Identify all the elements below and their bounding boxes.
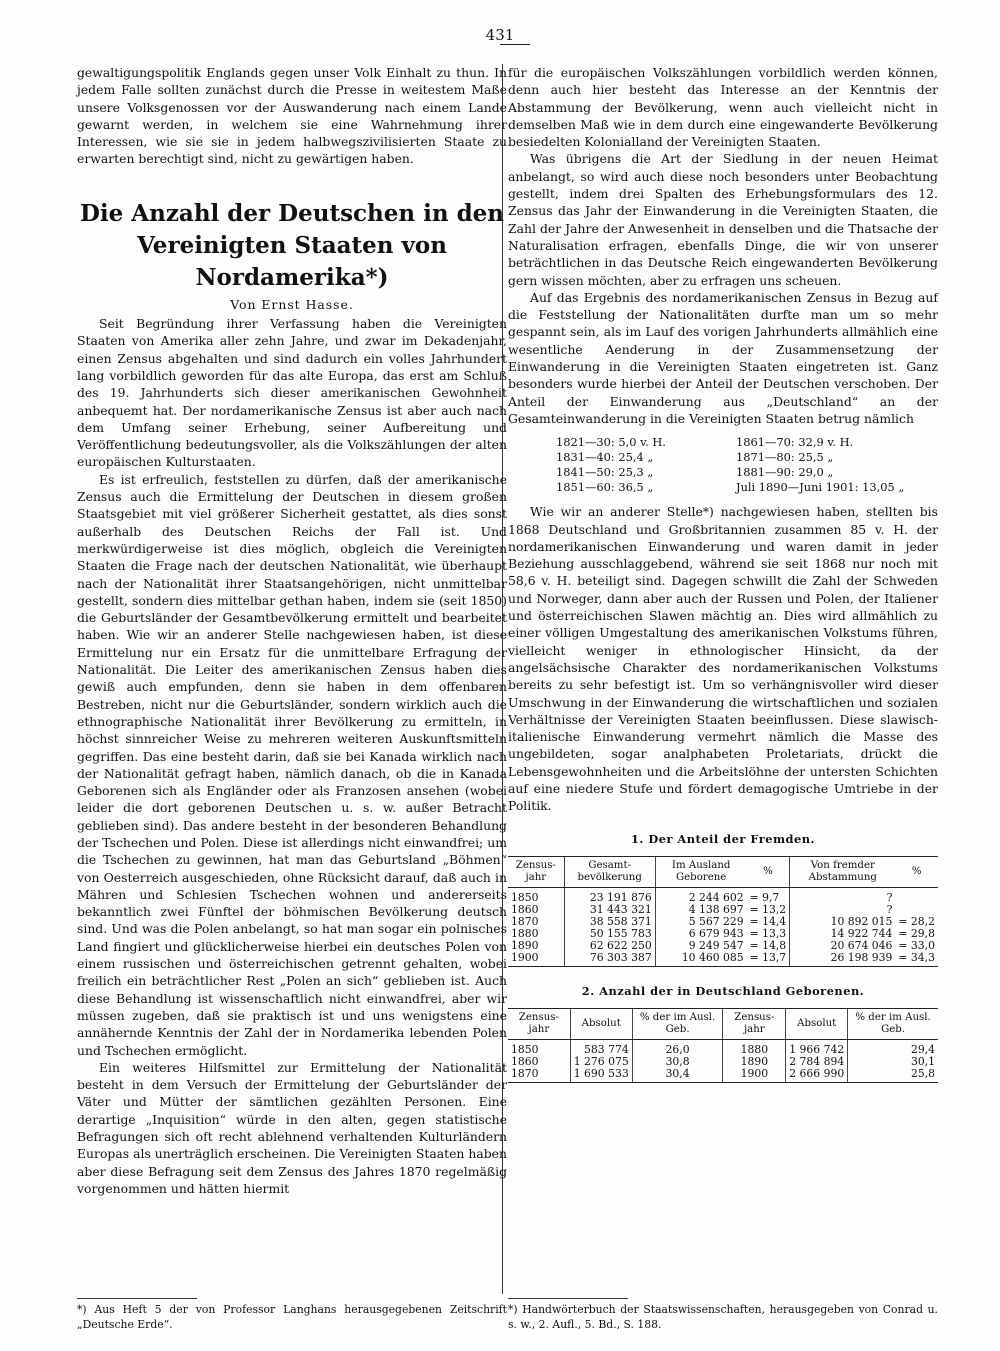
- table-cell: 1 690 533: [570, 1068, 632, 1083]
- table-cell: 29,4: [848, 1040, 938, 1057]
- table-cell: 4 138 697: [655, 904, 746, 916]
- footnote-left: *) Aus Heft 5 der von Professor Langhans herausgegebenen Zeitschrift „Deutsche Erde“.: [77, 1303, 507, 1331]
- footnote-right: *) Handwörterbuch der Staatswissenschaften, herausgegeben von Conrad u. s. w., 2. Aufl., 5. Bd., S. 188.: [508, 1303, 938, 1331]
- table-cell: 1880: [511, 926, 539, 940]
- share-entry: 1871—80: 25,5 „: [736, 450, 834, 465]
- body-paragraph: Wie wir an anderer Stelle*) nachgewiesen haben, stellten bis 1868 Deutschland und Großbritannien zusammen 85 v. H. der nordamerikanischen Einwanderung und waren damit in jeder Beziehung ausschlaggebend, während sie seit 1868 nur noch mit 58,6 v. H. beteiligt sind. Dagegen schwillt die Zahl der Schweden und Norweger, dann aber auch der Russen und Polen, der Italiener und österreichischen Slawen mächtig an. Dies wird allmählich zu einer völligen Umgestaltung des amerikanischen Volkstums führen, vielleicht weniger in ethnologischer Hinsicht, da der angelsächsische Charakter des nordamerikanischen Volkstums bereits zu sehr befestigt ist. Um so verhängnisvoller wird dieser Umschwung in der Einwanderung die wirtschaftlichen und sozialen Verhältnisse der Vereinigten Staaten beeinflussen. Diese slawisch-italienische Einwanderung vermehrt nämlich die Masse des ungebildeten, sogar analphabeten Proletariats, drückt die Lebensgewohnheiten und die Arbeitslöhne der untersten Schichten auf eine niedere Stufe und fördert demagogische Umtriebe in der Politik.: [508, 504, 938, 814]
- table-header: Gesamt-bevölkerung: [564, 856, 655, 887]
- body-paragraph: für die europäischen Volkszählungen vorbildlich werden können, denn auch hier besteht das Interesse an der Kenntnis der Abstammung der Bevölkerung, wenn auch vielleicht nicht in demselben Maß wie in dem durch eine eingewanderte Bevölkerung besiedelten Kolonialland der Vereinigten Staaten.: [508, 65, 938, 150]
- table-cell: 1860: [511, 902, 539, 916]
- body-paragraph: Auf das Ergebnis des nordamerikanischen Zensus in Bezug auf die Feststellung der Nationalitäten durfte man um so mehr gespannt sein, als im Lauf des vorigen Jahrhunderts allmählich eine wesentliche Aenderung in der Zusammensetzung der Einwanderung in die Vereinigten Staaten eingetreten ist. Ganz besonders wurde hierbei der Anteil der Deutschen verschoben. Der Anteil der Einwanderung aus „Deutschland“ an der Gesamteinwanderung in die Vereinigten Staaten betrug nämlich: [508, 289, 938, 426]
- table-cell: 76 303 387: [564, 952, 655, 967]
- table-header: Zensus-jahr: [723, 1009, 786, 1040]
- table-cell: 1890: [723, 1056, 786, 1068]
- table-cell: = 28,2: [898, 914, 935, 928]
- body-paragraph: Seit Begründung ihrer Verfassung haben die Vereinigten Staaten von Amerika aller zehn Jahre, und zwar im Dekadenjahr, einen Zensus abgehalten und sind dadurch ein volles Jahrhundert lang vorbildlich geworden für das alte Europa, das erst am Schluß des 19. Jahrhunderts sich dieser amerikanischen Gewohnheit anbequemt hat. Der nordamerikanische Zensus ist aber auch nach dem Umfang seiner Erhebung, seiner Aufbereitung und Veröffentlichung bedeutungsvoller, als die Volkszählungen der alten europäischen Kulturstaaten.: [77, 316, 507, 470]
- table-cell: = 14,8: [749, 938, 787, 952]
- immigration-share-row: [556, 435, 916, 450]
- table-cell: 1850: [511, 1043, 539, 1057]
- table-cell: 62 622 250: [564, 940, 655, 952]
- article-title: Die Anzahl der Deutschen in den Vereinigten Staaten von Nordamerika*): [79, 199, 505, 291]
- table-cell: 25,8: [848, 1068, 938, 1083]
- table-cell: [895, 887, 938, 904]
- table-header: %: [895, 856, 938, 887]
- table-cell: 1900: [508, 952, 564, 967]
- share-entry: 1831—40: 25,4 „: [556, 450, 654, 465]
- table-cell: 1900: [723, 1068, 786, 1083]
- table-cell: 14 922 744: [790, 928, 896, 940]
- footnote-rule-left: [77, 1298, 197, 1299]
- table-header: % der im Ausl. Geb.: [632, 1009, 723, 1040]
- table-cell: = 13,2: [749, 902, 787, 916]
- table-cell: = 13,7: [747, 952, 790, 967]
- table-cell: = 29,8: [898, 926, 935, 940]
- table-cell: 2 784 894: [786, 1056, 848, 1068]
- table-header-row: [508, 856, 938, 887]
- table-cell: 2 244 602: [655, 887, 746, 904]
- right-column: [508, 64, 938, 1083]
- table-cell: 1870: [511, 914, 539, 928]
- table-cell: 9 249 547: [655, 940, 746, 952]
- table-cell: 10 892 015: [790, 916, 896, 928]
- share-entry: 1851—60: 36,5 „: [556, 480, 654, 495]
- table-cell: = 33,0: [898, 938, 935, 952]
- table-cell: 10 460 085: [655, 952, 746, 967]
- table-cell: = 13,3: [749, 926, 787, 940]
- page-number: 431: [485, 26, 515, 44]
- table-cell: 31 443 321: [564, 904, 655, 916]
- table-cell: 30,1: [848, 1056, 938, 1068]
- immigration-share-row: [556, 480, 916, 495]
- table-cell: 6 679 943: [655, 928, 746, 940]
- table2-caption: 2. Anzahl der in Deutschland Geborenen.: [581, 983, 865, 998]
- table-cell: 1860: [511, 1055, 539, 1069]
- table-header: Im Ausland Geborene: [655, 856, 746, 887]
- table-cell: 1880: [723, 1040, 786, 1057]
- table-header: Zensus-jahr: [508, 1009, 570, 1040]
- table-cell: 26 198 939: [790, 952, 896, 967]
- table-cell: = 9,7: [749, 890, 780, 904]
- share-entry: Juli 1890—Juni 1901: 13,05 „: [736, 480, 905, 495]
- share-entry: 1841—50: 25,3 „: [556, 465, 654, 480]
- table-header: Absolut: [786, 1009, 848, 1040]
- table-cell: ?: [790, 887, 896, 904]
- table-row: [508, 1056, 938, 1068]
- table-cell: 1 966 742: [786, 1040, 848, 1057]
- table-header: Absolut: [570, 1009, 632, 1040]
- table-header: %: [747, 856, 790, 887]
- table-row: [508, 1068, 938, 1083]
- table-cell: 583 774: [570, 1040, 632, 1057]
- table-cell: 30,8: [632, 1056, 723, 1068]
- intro-paragraph: gewaltigungspolitik Englands gegen unser Volk Einhalt zu thun. In jedem Falle sollten zunächst durch die Presse in weitestem Maße unsere Volksgenossen vor der Auswanderung nach einem Lande gewarnt werden, in welchem sie eine Wahrnehmung ihrer Interessen, wie sie sie in jedem halbwegszivilisierten Staate zu erwarten berechtigt sind, nicht zu gewärtigen haben.: [77, 65, 507, 167]
- left-column: [77, 64, 507, 1197]
- table-cell: 26,0: [632, 1040, 723, 1057]
- table-cell: 23 191 876: [564, 887, 655, 904]
- table-header: % der im Ausl. Geb.: [848, 1009, 938, 1040]
- table-row: [508, 1040, 938, 1057]
- footnote-rule-right: [508, 1298, 628, 1299]
- table-cell: 1890: [511, 938, 539, 952]
- table-cell: = 34,3: [895, 952, 938, 967]
- article-byline: Von Ernst Hasse.: [230, 296, 354, 312]
- table1-caption: 1. Der Anteil der Fremden.: [630, 831, 816, 846]
- table-cell: 5 567 229: [655, 916, 746, 928]
- table-cell: 1 276 075: [570, 1056, 632, 1068]
- table-cell: 1850: [511, 890, 539, 904]
- table-cell: 20 674 046: [790, 940, 896, 952]
- table-row: [508, 952, 938, 967]
- body-paragraph: Es ist erfreulich, feststellen zu dürfen, daß der amerikanische Zensus auch die Ermittelung der Deutschen in diesem großen Staatsgebiet mit viel größerer Sicherheit gestattet, als dies sonst außerhalb des Deutschen Reichs der Fall ist. Und merkwürdigerweise ist dies möglich, obgleich die Vereinigten Staaten die Frage nach der deutschen Nationalität, wie überhaupt nach der Nationalität ihrer Staatsangehörigen, nicht unmittelbar gestellt, sondern dies mittelbar gethan haben, indem sie (seit 1850) die Geburtsländer der Gesamtbevölkerung ermittelt und bearbeitet haben. Wie wir an anderer Stelle nachgewiesen haben, ist diese Ermittelung nur ein Ersatz für die unmittelbare Erfragung der Nationalität. Die Leiter des amerikanischen Zensus haben dies gewiß auch empfunden, denn sie haben in dem offenbaren Bestreben, nicht nur die Geburtsländer, sondern wirklich auch die ethnographische Nationalität ihrer Bevölkerung zu ermitteln, in höchst sinnreicher Weise zu mehreren weiteren Auskunftsmitteln gegriffen. Das eine besteht darin, daß sie bei Kanada wirklich nach der Nationalität gefragt haben, nämlich danach, ob die in Kanada Geborenen sich als Engländer oder als Franzosen ansehen (wobei leider die dort geborenen Deutschen u. s. w. außer Betracht geblieben sind). Das andere besteht in der besonderen Behandlung der Tschechen und Polen. Diese ist allerdings nicht einwandfrei; um die Tschechen zu gewinnen, hat man das Geburtsland „Böhmen“ von Oesterreich ausgeschieden, ohne Rücksicht darauf, daß auch in Mähren und Schlesien Tschechen wohnen und andererseits bekanntlich zwei Fünftel der böhmischen Bevölkerung deutsch sind. Und was die Polen anbelangt, so hat man sogar ein polnisches Land fingiert und glücklicherweise hierbei ein deutsches Polen von einem russischen und österreichischen getrennt gehalten, wobei freilich ein beträchtlicher Rest „Polen an sich“ geblieben ist. Auch diese Behandlung ist wissenschaftlich nicht einwandfrei, aber wir müssen zugeben, daß sie praktisch ist und uns wenigstens eine annähernde Kenntnis der Zahl der in Nordamerika lebenden Polen und Tschechen ermöglicht.: [77, 471, 507, 1058]
- table-row: [508, 887, 938, 904]
- table-header: Von fremder Abstammung: [790, 856, 896, 887]
- table-cell: 30,4: [632, 1068, 723, 1083]
- table-cell: = 14,4: [749, 914, 787, 928]
- immigration-share-row: [556, 465, 916, 480]
- page-number-rule: [500, 44, 530, 45]
- table-header-row: [508, 1009, 938, 1040]
- share-entry: 1861—70: 32,9 v. H.: [736, 435, 854, 450]
- body-paragraph: Ein weiteres Hilfsmittel zur Ermittelung der Nationalität besteht in dem Versuch der Ermittelung der Geburtsländer der Väter und Mütter der sämtlichen gezählten Personen. Eine derartige „Inquisition“ würde in den alten, gegen statistische Befragungen sich oft recht ablehnend verhaltenden Kulturländern Europas als unerträglich erscheinen. Die Vereinigten Staaten haben aber diese Befragung seit dem Zensus des Jahres 1870 regelmäßig vorgenommen und hätten hiermit: [77, 1059, 507, 1196]
- share-entry: 1881—90: 29,0 „: [736, 465, 834, 480]
- immigration-share-row: [556, 450, 916, 465]
- table-cell: 1870: [508, 1068, 570, 1083]
- table-cell: ?: [790, 904, 896, 916]
- table-cell: 38 558 371: [564, 916, 655, 928]
- table-header: Zensus-jahr: [508, 856, 564, 887]
- table-cell: 50 155 783: [564, 928, 655, 940]
- body-paragraph: Was übrigens die Art der Siedlung in der neuen Heimat anbelangt, so wird auch diese noch besonders unter Beobachtung gestellt, indem drei Spalten des Erhebungsformulars des 12. Zensus das Jahr der Einwanderung in die Vereinigten Staaten, die Zahl der Jahre der Anwesenheit in denselben und die Thatsache der Naturalisation erfragen, ebenfalls Dinge, die wir von unserer beträchtlichen in das Deutsche Reich eingewanderten Bevölkerung gern wissen möchten, aber zu erfragen uns scheuen.: [508, 151, 938, 288]
- german-born-table: [508, 1008, 938, 1083]
- immigration-share-list: [556, 435, 916, 495]
- foreign-share-table: [508, 856, 938, 967]
- share-entry: 1821—30: 5,0 v. H.: [556, 435, 666, 450]
- table-cell: 2 666 990: [786, 1068, 848, 1083]
